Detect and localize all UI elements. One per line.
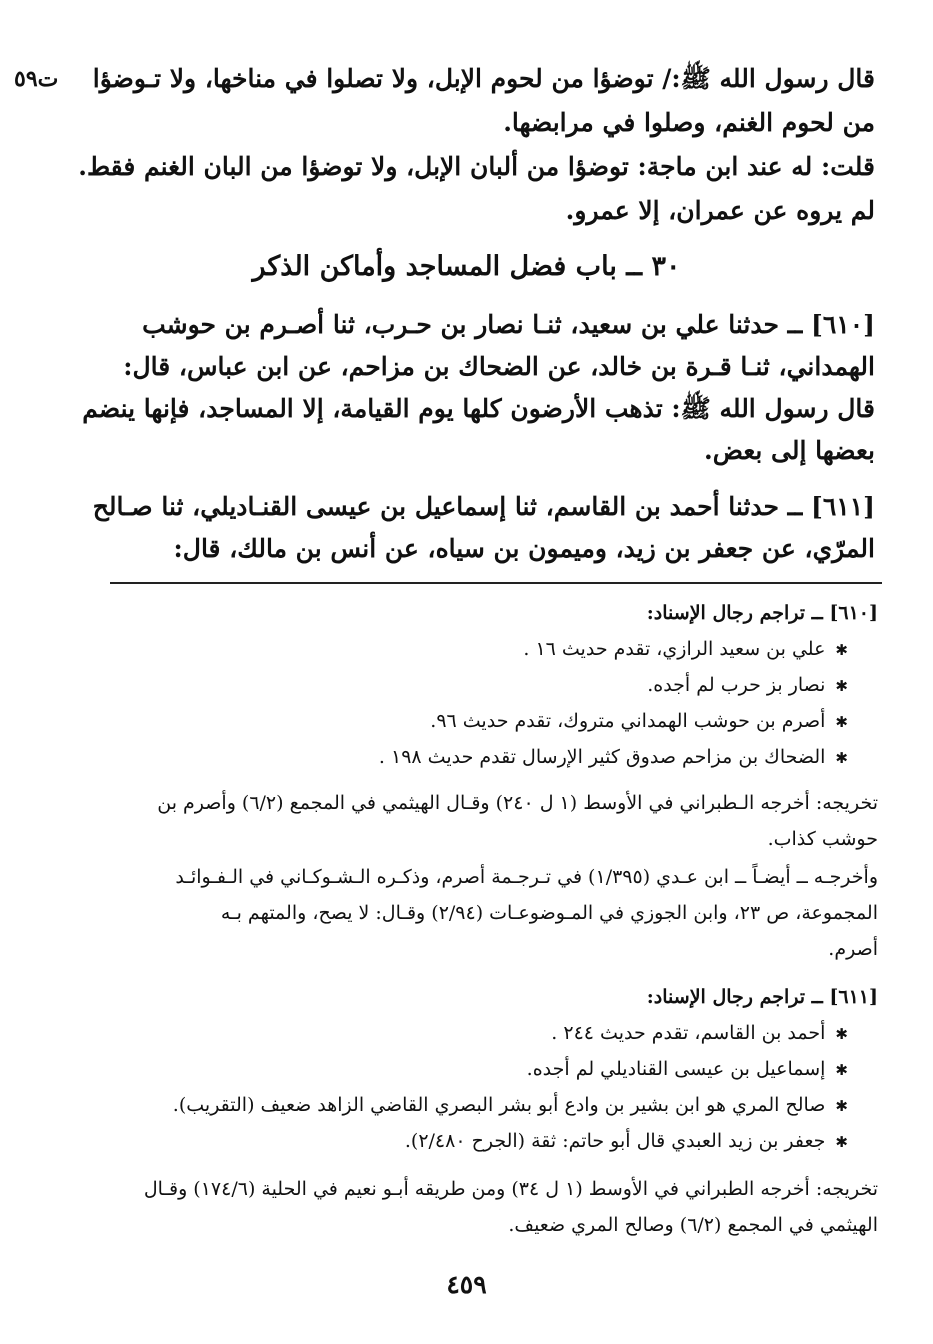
note-610-item: ✱ نصار بز حرب لم أجده.	[647, 672, 848, 699]
note-611-item: ✱ إسماعيل بن عيسى القناديلي لم أجده.	[527, 1056, 848, 1083]
note-610-header: [٦١٠] ــ تراجم رجال الإسناد:	[646, 602, 878, 624]
note-610-takhrij-3: وأخرجـه ــ أيضـاً ــ ابن عـدي (١/٣٩٥) في تـرجـمة أصرم، وذكـره الـشـوكـاني في الـفـوائـد	[175, 866, 878, 888]
hadith-611-line-2: المرّي، عن جعفر بن زيد، وميمون بن سياه، عن أنس بن مالك، قال:	[173, 534, 875, 563]
note-610-takhrij-2: حوشب كذاب.	[767, 828, 878, 850]
note-611-header: [٦١١] ــ تراجم رجال الإسناد:	[646, 986, 878, 1008]
hadith-610-line-1: [٦١٠] ــ حدثنا علي بن سعيد، ثنـا نصار بن حـرب، ثنا أصـرم بن حوشب	[142, 310, 875, 339]
hadith-610-line-3: قال رسول الله ﷺ: تذهب الأرضون كلها يوم القيامة، إلا المساجد، فإنها ينضم	[82, 394, 875, 423]
hadith-609-line-2: من لحوم الغنم، وصلوا في مرابضها.	[503, 108, 875, 137]
note-610-item: ✱ علي بن سعيد الرازي، تقدم حديث ١٦ .	[523, 636, 848, 663]
hadith-611-line-1: [٦١١] ــ حدثنا أحمد بن القاسم، ثنا إسماعيل بن عيسى القنـاديلي، ثنا صـالح	[92, 492, 875, 521]
margin-mark: ت٥٩	[14, 66, 59, 92]
note-610-takhrij-5: أصرم.	[828, 938, 878, 960]
qult-line-1: قلت: له عند ابن ماجة: توضؤا من ألبان الإبل، ولا توضؤا من البان الغنم فقط.	[78, 152, 875, 181]
note-611-item: ✱ صالح المري هو ابن بشير بن وادع أبو بشر البصري القاضي الزاهد ضعيف (التقريب).	[173, 1092, 848, 1119]
footnote-separator	[110, 582, 882, 584]
note-611-takhrij-2: الهيثمي في المجمع (٦/٢) وصالح المري ضعيف.	[508, 1214, 878, 1236]
hadith-610-line-2: الهمداني، ثنـا قـرة بن خالد، عن الضحاك بن مزاحم، عن ابن عباس، قال:	[123, 352, 875, 381]
qult-line-2: لم يروه عن عمران، إلا عمرو.	[565, 196, 875, 225]
chapter-title: ٣٠ ــ باب فضل المساجد وأماكن الذكر	[252, 251, 681, 282]
note-610-takhrij-4: المجموعة، ص ٢٣، وابن الجوزي في المـوضوعـات (٢/٩٤) وقـال: لا يصح، والمتهم بـه	[220, 902, 878, 924]
page-number: ٤٥٩	[446, 1270, 487, 1299]
note-610-takhrij-1: تخريجه: أخرجه الـطبراني في الأوسط (١ ل ٢٤٠) وقـال الهيثمي في المجمع (٦/٢) وأصرم بن	[157, 792, 878, 814]
note-611-takhrij-1: تخريجه: أخرجه الطبراني في الأوسط (١ ل ٣٤) ومن طريقه أبـو نعيم في الحلية (١٧٤/٦) وقـال	[143, 1178, 878, 1200]
note-610-item: ✱ أصرم بن حوشب الهمداني متروك، تقدم حديث ٩٦.	[430, 708, 848, 735]
hadith-610-line-4: بعضها إلى بعض.	[704, 436, 875, 465]
hadith-609-line-1: قال رسول الله ﷺ:/ توضؤا من لحوم الإبل، ولا تصلوا في مناخها، ولا تـوضؤا	[92, 64, 875, 93]
note-611-item: ✱ جعفر بن زيد العبدي قال أبو حاتم: ثقة (الجرح ٢/٤٨٠).	[405, 1128, 848, 1155]
note-611-item: ✱ أحمد بن القاسم، تقدم حديث ٢٤٤ .	[551, 1020, 848, 1047]
note-610-item: ✱ الضحاك بن مزاحم صدوق كثير الإرسال تقدم حديث ١٩٨ .	[379, 744, 848, 771]
